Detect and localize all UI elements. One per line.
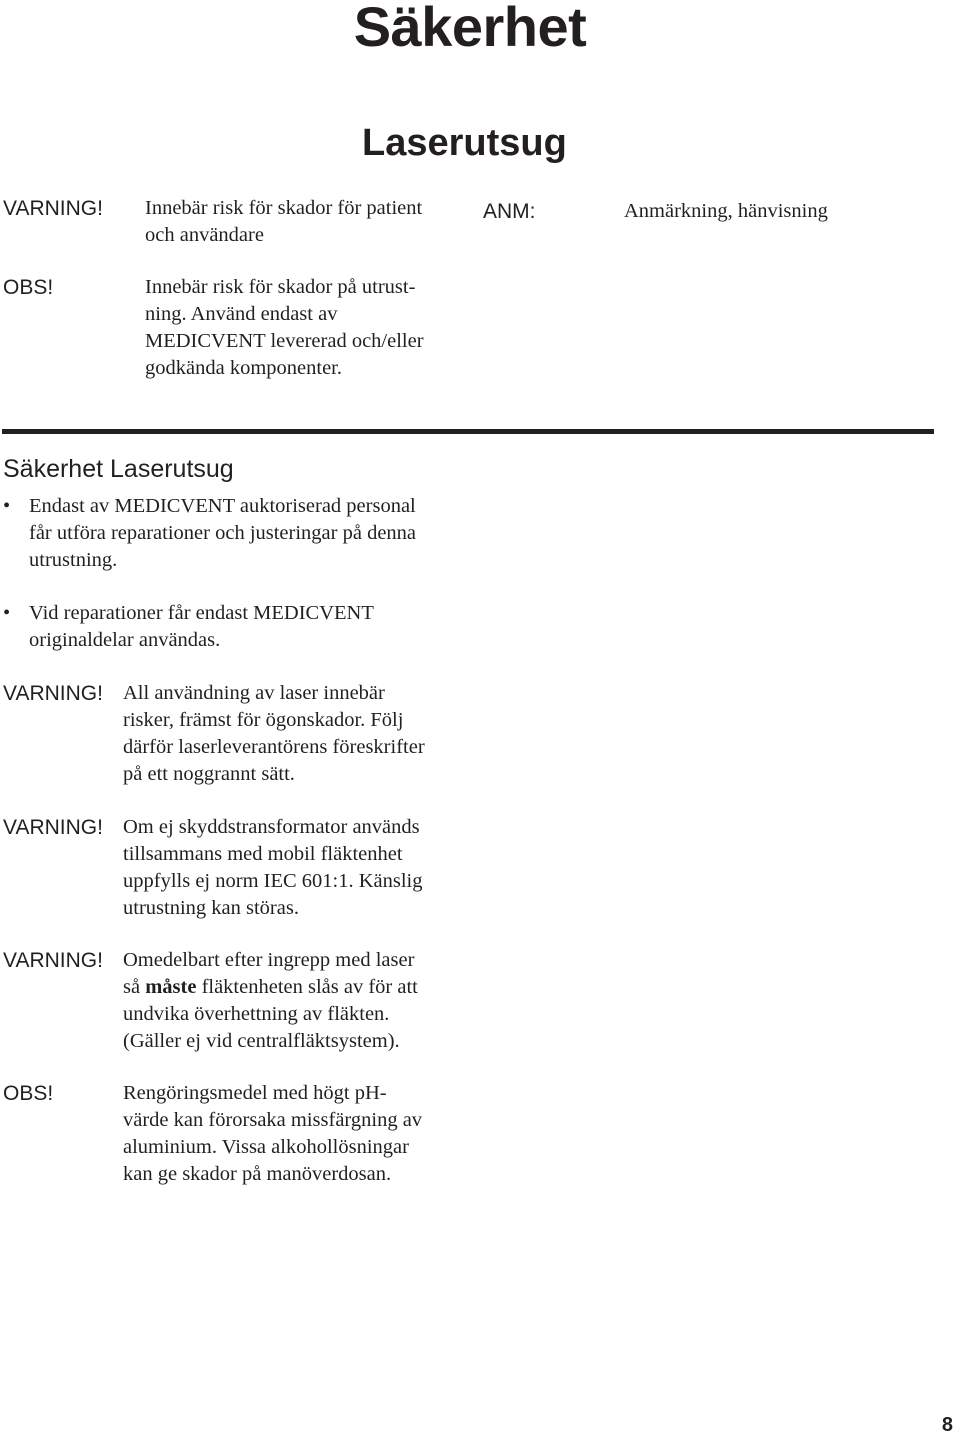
text-line: originaldelar användas.	[29, 629, 221, 651]
text-line: värde kan förorsaka missfärgning av	[123, 1109, 423, 1131]
text-line: utrustning kan störas.	[123, 897, 299, 919]
bullet-icon: •	[3, 602, 11, 624]
legend-anm-label: ANM:	[483, 200, 536, 223]
notice-label-varning: VARNING!	[3, 949, 103, 972]
text-line: uppfylls ej norm IEC 601:1. Känslig	[123, 870, 423, 892]
text-line: Innebär risk för skador på utrust-	[145, 276, 416, 298]
text-line: MEDICVENT levererad och/eller	[145, 330, 424, 352]
page-number: 8	[941, 1414, 953, 1436]
text-line	[123, 974, 503, 1001]
text-line: ning. Använd endast av	[145, 303, 338, 325]
text-line: aluminium. Vissa alkohollösningar	[123, 1136, 409, 1158]
notice-text	[123, 1080, 503, 1188]
legend-varning-label: VARNING!	[3, 197, 103, 220]
text-line: på ett noggrannt sätt.	[123, 763, 295, 785]
legend-varning-text	[145, 195, 475, 249]
text-line: risker, främst för ögonskador. Följ	[123, 709, 404, 731]
legend-obs-label: OBS!	[3, 276, 54, 299]
text-line: därför laserleverantörens föreskrifter	[123, 736, 425, 758]
divider-rule	[2, 429, 934, 434]
bullet-icon: •	[3, 495, 11, 517]
bullet-text	[29, 493, 489, 574]
notice-label-obs: OBS!	[3, 1082, 54, 1105]
text-line: kan ge skador på manöverdosan.	[123, 1163, 392, 1185]
text-line: All användning av laser innebär	[123, 682, 385, 704]
legend-obs-text	[145, 274, 475, 382]
text-line: godkända komponenter.	[145, 357, 342, 379]
subsection-title: Säkerhet Laserutsug	[3, 455, 234, 483]
text-fragment: fläktenheten slås av för att	[196, 976, 418, 998]
text-line: tillsammans med mobil fläktenhet	[123, 843, 403, 865]
text-line: utrustning.	[29, 549, 118, 571]
text-line: Omedelbart efter ingrepp med laser	[123, 949, 415, 971]
text-line: får utföra reparationer och justeringar på denna	[29, 522, 417, 544]
page-title: Säkerhet	[353, 0, 587, 58]
text-line: Innebär risk för skador för patient	[145, 197, 423, 219]
notice-label-varning: VARNING!	[3, 682, 103, 705]
text-line: Om ej skyddstransformator används	[123, 816, 420, 838]
text-line: och användare	[145, 224, 264, 246]
text-line: (Gäller ej vid centralfläktsystem).	[123, 1030, 400, 1052]
bullet-text	[29, 600, 489, 654]
text-line: undvika överhettning av fläkten.	[123, 1003, 390, 1025]
notice-text	[123, 814, 503, 922]
text-line: Vid reparationer får endast MEDICVENT	[29, 602, 374, 624]
emphasis-text: måste	[145, 976, 197, 998]
legend-anm-text: Anmärkning, hänvisning	[624, 200, 828, 222]
section-heading: Laserutsug	[362, 122, 567, 164]
text-fragment: så	[123, 976, 146, 998]
notice-text	[123, 947, 503, 1055]
notice-text	[123, 680, 503, 788]
text-line: Rengöringsmedel med högt pH-	[123, 1082, 387, 1104]
notice-label-varning: VARNING!	[3, 816, 103, 839]
text-line: Endast av MEDICVENT auktoriserad personal	[29, 495, 416, 517]
